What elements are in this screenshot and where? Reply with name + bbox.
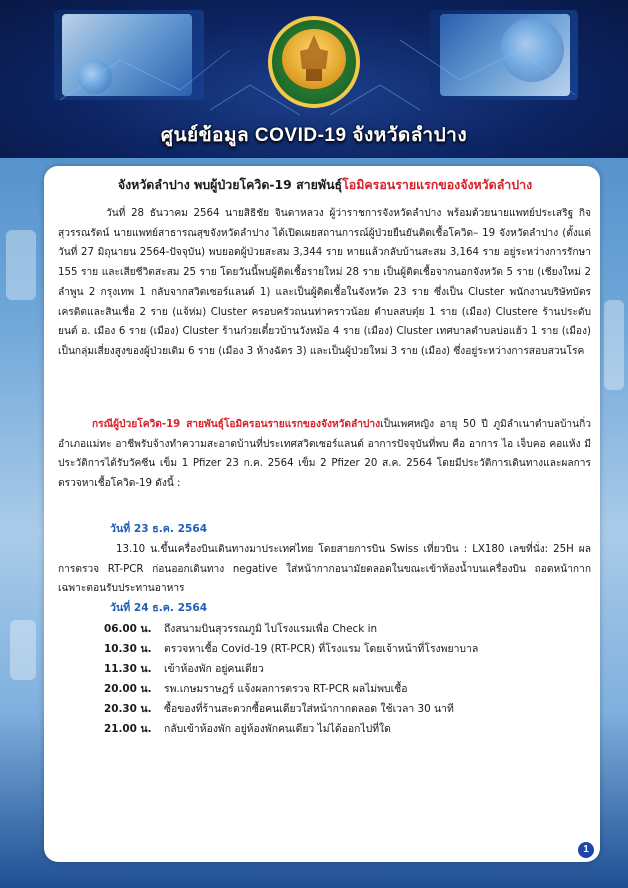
headline-part-2: โอมิครอนรายแรกของจังหวัดลำปาง xyxy=(342,177,533,192)
ice-decoration xyxy=(6,230,36,300)
timeline-text: ซื้อของที่ร้านสะดวกซื้อคนเดียวใส่หน้ากากตลอด ใช้เวลา 30 นาที xyxy=(164,703,454,715)
timeline-time: 06.00 น. xyxy=(104,623,152,635)
ice-decoration xyxy=(10,620,36,680)
ice-decoration xyxy=(604,300,624,390)
timeline-item xyxy=(104,640,478,657)
paragraph-situation-text: วันที่ 28 ธันวาคม 2564 นายสิธิชัย จินดาหลวง ผู้ว่าราชการจังหวัดลำปาง พร้อมด้วยนายแพทย์ประเสริฐ กิจสุวรรณรัตน์ นายแพทย์สาธารณสุขจังหวัดลำปาง ได้เปิดเผยสถานการณ์ผู้ป่วยยืนยันติดเชื้อโควิด– 19 จังหวัดลำปาง (ตั้งแต่ วันที่ 27 มิถุนายน 2564-ปัจจุบัน) พบยอดผู้ป่วยสะสม 3,344 ราย หายแล้วกลับบ้านสะสม 3,164 ราย อยู่ระหว่างการรักษา 155 ราย และเสียชีวิตสะสม 25 ราย โดยวันนี้พบผู้ติดเชื้อรายใหม่ 28 ราย เป็นผู้ติดเชื้อจากนอกจังหวัด 5 ราย (เชียงใหม่ 2 ลำพูน 2 กรุงเทพ 1 กลับจากสวิตเซอร์แลนด์ 1) และเป็นผู้ติดเชื้อในจังหวัด 23 ราย ซึ่งเป็น Cluster พนักงานบริษัทบัตรเครดิตและสินเชื่อ 2 ราย (แจ้ห่ม) Cluster ครอบครัวถนนท่าคราวน้อย ตำบลสบตุ๋ย 1 ราย (เมือง) Clustere ร้านประดับยนต์ อ. เมือง 6 ราย (เมือง) Cluster ร้านก๋วยเตี๋ยวบ้านวังหม้อ 4 ราย (เมือง) Cluster เทศบาลตำบลบ่อแฮ้ว 1 ราย (เมือง) เป็นกลุ่มเสี่ยงสูงของผู้ป่วยเดิม 6 ราย (เมือง 3 ห้างฉัตร 3) และเป็นผู้ป่วยใหม่ 3 ราย (เมือง) ซึ่งอยู่ระหว่างการสอบสวนโรค xyxy=(58,208,591,357)
flight-details-text: 13.10 น.ขึ้นเครื่องบินเดินทางมาประเทศไทย โดยสายการบิน Swiss เที่ยวบิน : LX180 เลขที่นั่ง: 25H ผลการตรวจ RT-PCR ก่อนออกเดินทาง negative ใส่หน้ากากอนามัยตลอดในขณะเข้าห้องน้ำบนเครื่องบิน ถอดหน้ากากเฉพาะตอนรับประทานอาหาร xyxy=(58,544,591,595)
headline-part-1: จังหวัดลำปาง พบผู้ป่วยโควิด-19 สายพันธุ์ xyxy=(117,177,343,192)
paragraph-case xyxy=(58,415,591,494)
seal-emblem xyxy=(282,29,346,89)
timeline-item xyxy=(104,620,377,637)
timeline-text: เข้าห้องพัก อยู่คนเดียว xyxy=(164,663,264,675)
timeline-item xyxy=(104,720,391,737)
case-highlight: กรณีผู้ป่วยโควิด-19 สายพันธุ์โอมิครอนรายแรกของจังหวัดลำปาง xyxy=(92,419,381,430)
flight-details xyxy=(58,540,591,599)
header-banner xyxy=(0,0,628,158)
page-number-badge: 1 xyxy=(578,842,594,858)
banner-title: ศูนย์ข้อมูล COVID-19 จังหวัดลำปาง xyxy=(160,125,468,146)
timeline-text: ตรวจหาเชื้อ Covid-19 (RT-PCR) ที่โรงแรม โดยเจ้าหน้าที่โรงพยาบาล xyxy=(164,643,479,655)
timeline-text: รพ.เกษมราษฎร์ แจ้งผลการตรวจ RT-PCR ผลไม่พบเชื้อ xyxy=(164,683,408,695)
timeline-time: 11.30 น. xyxy=(104,663,152,675)
day-heading-24: วันที่ 24 ธ.ค. 2564 xyxy=(110,602,208,614)
day-heading-23: วันที่ 23 ธ.ค. 2564 xyxy=(110,523,208,535)
timeline-text: ถึงสนามบินสุวรรณภูมิ ไปโรงแรมเพื่อ Check in xyxy=(164,623,378,635)
provincial-seal-logo xyxy=(268,16,360,108)
timeline-item xyxy=(104,660,264,677)
timeline-text: กลับเข้าห้องพัก อยู่ห้องพักคนเดียว ไม่ได้ออกไปที่ใด xyxy=(164,723,391,735)
headline xyxy=(60,176,590,195)
timeline-time: 21.00 น. xyxy=(104,723,152,735)
case-text: เป็นเพศหญิง อายุ 50 ปี ภูมิลำเนาตำบลบ้านกิ่ว อำเภอแม่ทะ อาชีพรับจ้างทำความสะอาดบ้านที่ประเทศสวิตเซอร์แลนด์ อาการปัจจุบันที่พบ คือ อาการ ไอ เจ็บคอ คอแห้ง มีประวัติการได้รับวัคซีน เข็ม 1 Pfizer 23 ก.ค. 2564 เข็ม 2 Pfizer 20 ส.ค. 2564 โดยมีประวัติการเดินทางและผลการตรวจหาเชื้อโควิด-19 ดังนี้ : xyxy=(58,419,591,490)
timeline-time: 20.30 น. xyxy=(104,703,152,715)
timeline-item xyxy=(104,700,454,717)
paragraph-situation xyxy=(58,204,591,362)
timeline-item xyxy=(104,680,407,697)
content-card xyxy=(44,166,600,862)
timeline-time: 10.30 น. xyxy=(104,643,152,655)
timeline-time: 20.00 น. xyxy=(104,683,152,695)
